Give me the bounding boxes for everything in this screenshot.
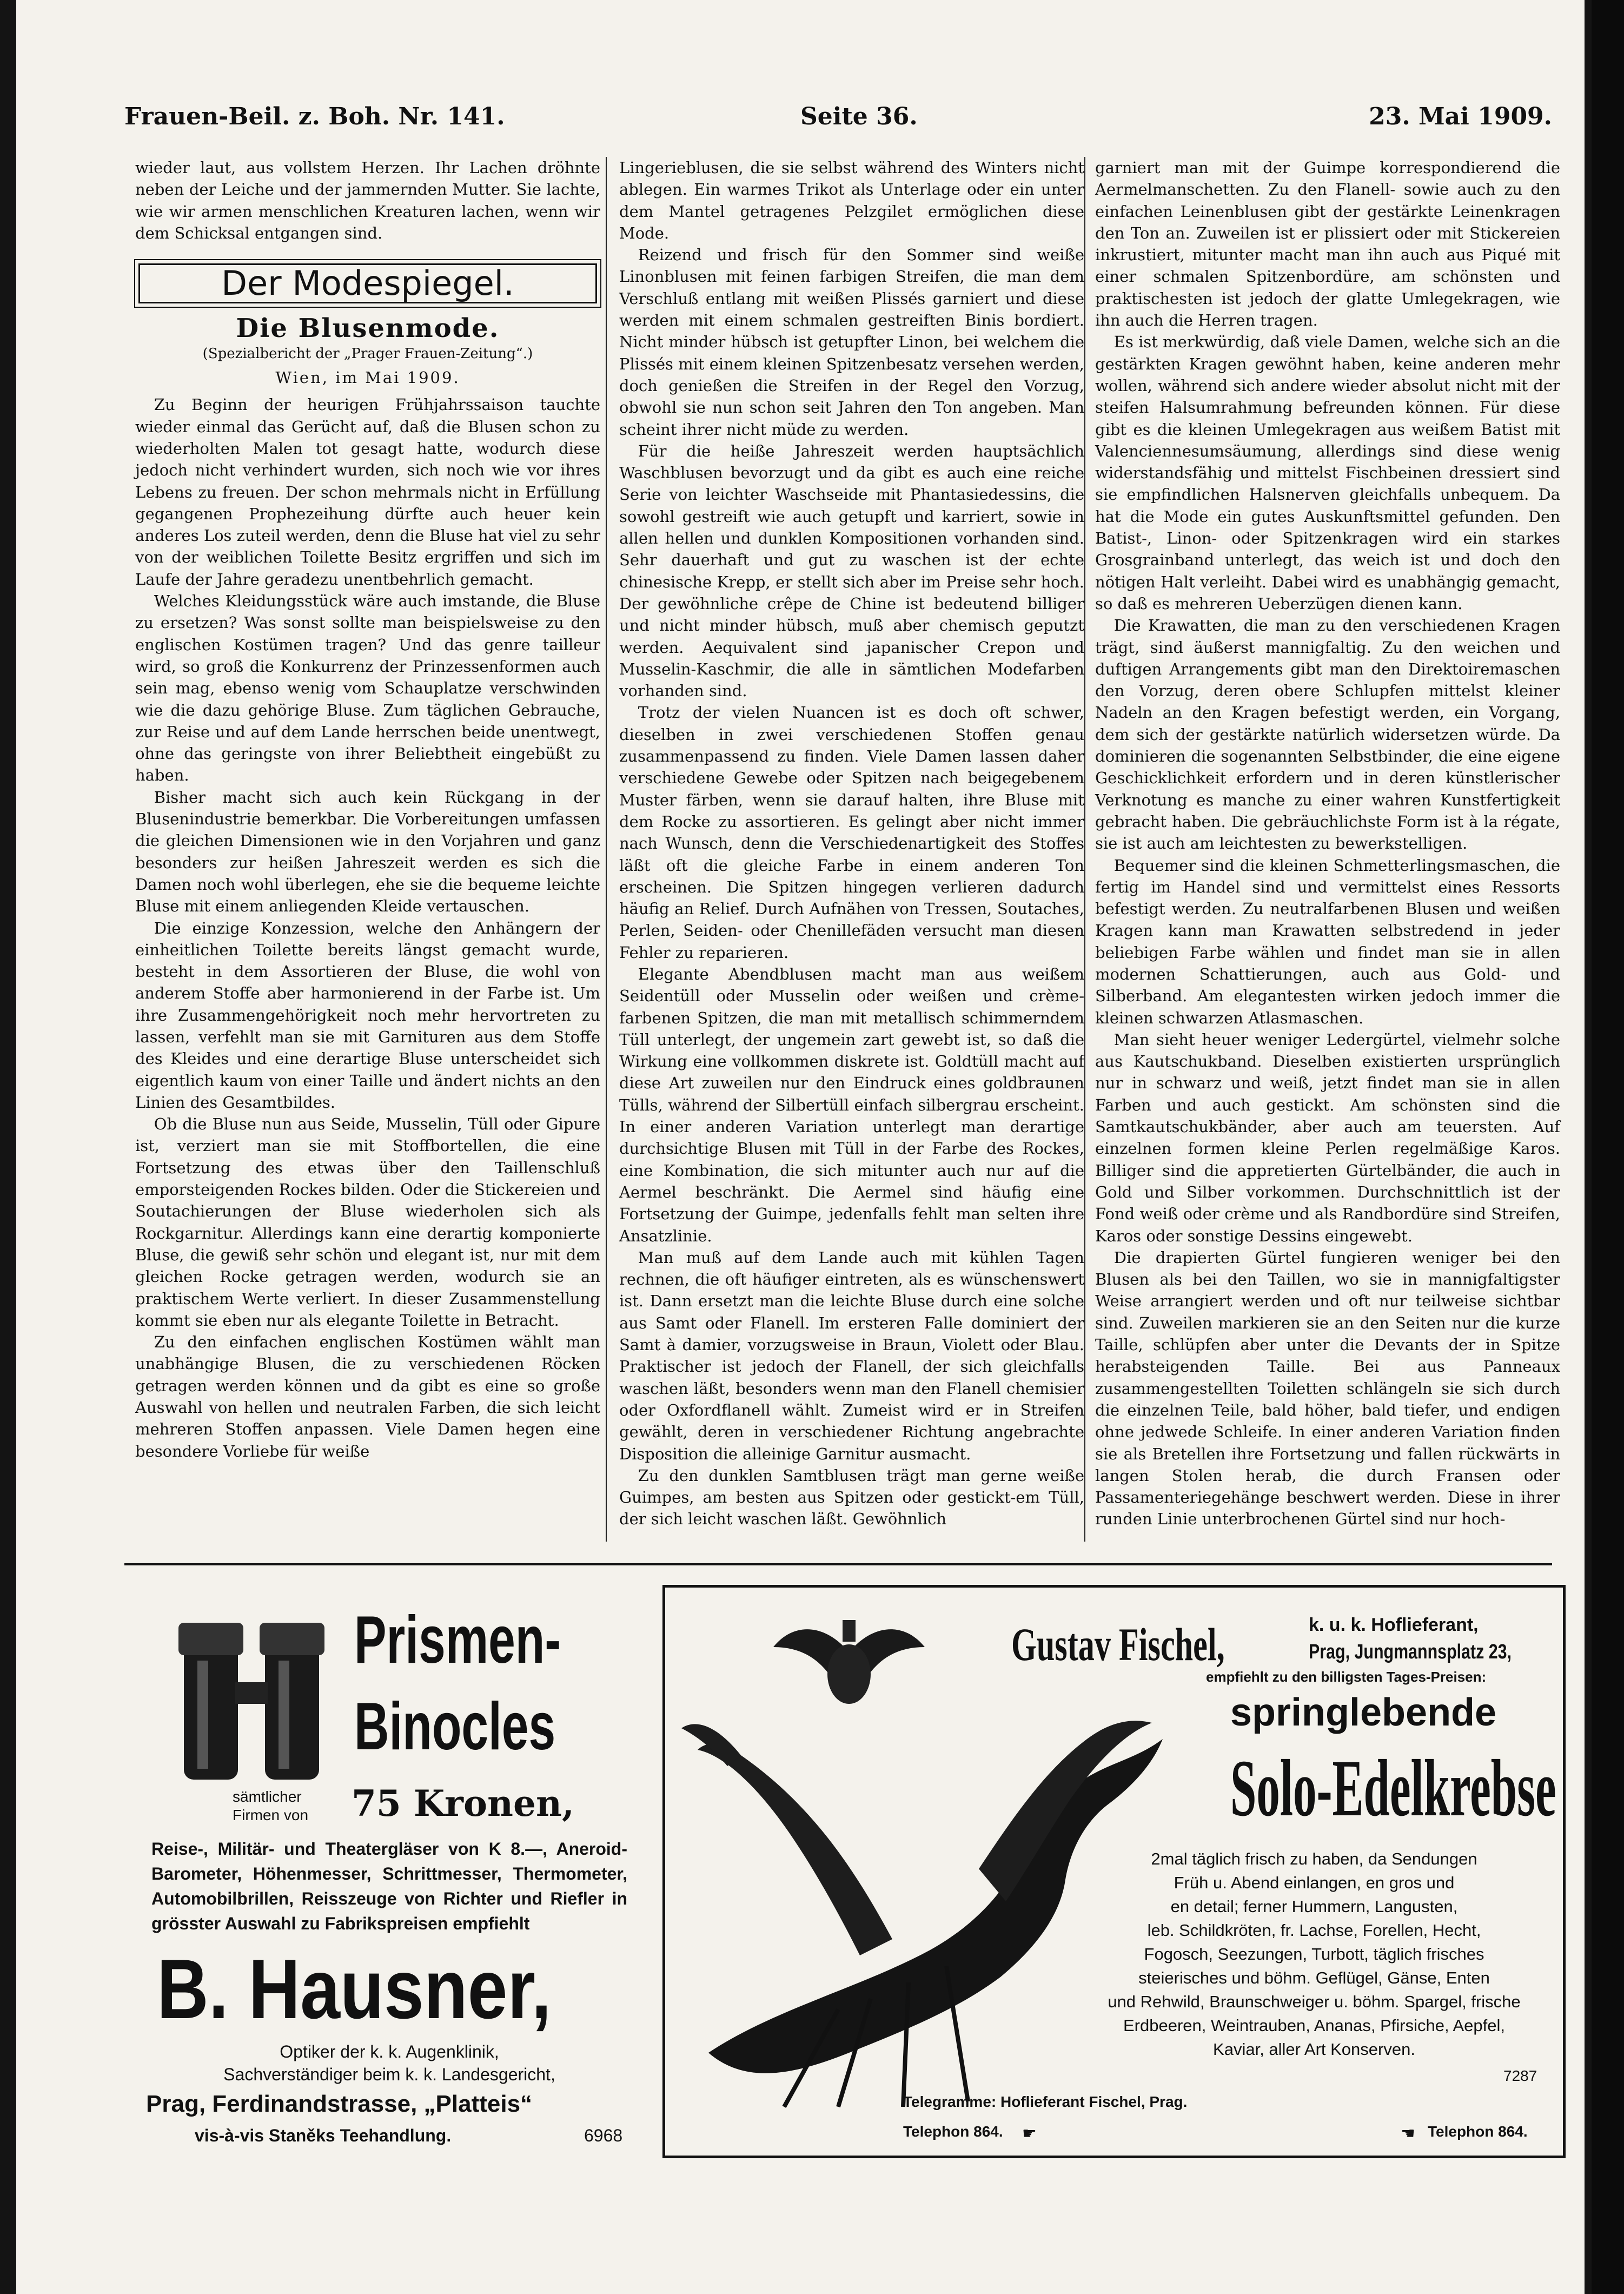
- ad-address: Prag, Jungmannsplatz 23,: [1309, 1641, 1512, 1663]
- ad-gustav-fischel: [662, 1585, 1566, 2158]
- page-header: [124, 103, 1552, 141]
- paragraph: Für die heiße Jahreszeit werden hauptsächlich Waschblusen bevorzugt und da gibt es auch eine reiche Serie von leichter Waschseide mit Phantasiedessins, die sowohl gestreift wie auch getupft und karriert, sowie in allen hellen und dunklen Kompositionen vorhanden sind. Sehr dauerhaft und gut zu waschen ist der echte chinesische Krepp, er stellt sich aber im Preise sehr hoch. Der gewöhnliche crêpe de Chine ist bedeutend billiger und nicht minder hübsch, muß aber chemisch geputzt werden. Aequivalent sind japanischer Crepon und Musselin-Kaschmir, die alle in sämtlichen Modefarben vorhanden sind.: [619, 441, 1084, 700]
- ad-body-text: [1092, 1847, 1536, 2061]
- ad-recommend: empfiehlt zu den billigsten Tages-Preisen:: [1206, 1669, 1487, 1685]
- header-center: Seite 36.: [800, 103, 918, 130]
- ad-text-line: Erdbeeren, Weintrauben, Ananas, Pfirsiche, Aepfel,: [1123, 2016, 1505, 2035]
- paragraph: garniert man mit der Guimpe korrespondierend die Aermelmanschetten. Zu den Flanell- sowie auch zu den einfachen Leinenblusen gibt der gestärkte Leinenkragen den Ton an. Zuweilen ist er plissiert oder mit Stickereien inkrustiert, mitunter macht man ihn auch aus Piqué mit einer schmalen Spitzenbordüre, am schönsten und praktischesten ist jedoch der glatte Umlegekragen, wie ihn auch die Herren tragen.: [1095, 158, 1560, 330]
- ad-text-line: 2mal täglich frisch zu haben, da Sendungen: [1151, 1849, 1477, 1868]
- paragraph: Zu Beginn der heurigen Frühjahrssaison tauchte wieder einmal das Gerücht auf, daß die Blusen schon zu wiederholten Malen tot gesagt hatte, wodurch diese jedoch nicht verhindert wurden, sich noch wie vor ihres Lebens zu freuen. Der schon mehrmals nicht in Erfüllung gegangenen Prophezeihung dürfte auch heuer kein anderes Los zuteil werden, denn die Bluse hat viel zu sehr von der weiblichen Toilette Besitz ergriffen und sich im Laufe der Jahre geradezu unentbehrlich gemacht.: [135, 395, 600, 589]
- paragraph: Elegante Abendblusen macht man aus weißem Seidentüll oder Musselin oder weißen und crème-farbenen Spitzen, die man mit metallisch schimmerndem Tüll unterlegt, der ungemein zart gewebt ist, so daß die Wirkung eine vollkommen diskrete ist. Goldtüll macht auf diese Art zuweilen nur den Eindruck eines goldbraunen Tülls, während der Silbertüll einfach silbergrau erscheint. In einer anderen Variation unterlegt man derartige durchsichtige Blusen mit Tüll in der Farbe des Rockes, eine Kombination, die sich mitunter auch nur auf die Aermel beschränkt. Die Aermel sind häufig eine Fortsetzung der Guimpe, jedenfalls fehlt man selten ihre Ansatzlinie.: [619, 964, 1084, 1245]
- ad-title-line1: Prismen-: [354, 1603, 561, 1677]
- paragraph: Die drapierten Gürtel fungieren weniger bei den Blusen als bei den Taillen, wo sie in mannigfaltigster Weise arrangiert werden und oft nur teilweise sichtbar sind. Zuweilen markieren sie an den Seiten nur die kurze Taille, schlüpfen aber unter die Devants der in Spitze herabsteigenden Taille. Bei aus Panneaux zusammengestellten Toiletten schlängeln sie sich durch die einzelnen Teile, bald höher, bald tiefer, und endigen ohne jedwede Schleife. In einer anderen Variation finden sie als Bretellen ihre Fortsetzung und fallen rückwärts in langen Stolen herab, die durch Fransen oder Passamenteriegehänge beschwert werden. Diese in ihrer runden Linie unterbrochenen Gürtel sind nur hoch-: [1095, 1248, 1560, 1529]
- article-dateline: Wien, im Mai 1909.: [275, 368, 460, 387]
- newspaper-page: [16, 0, 1585, 2294]
- ad-phone-right: Telephon 864.: [1428, 2123, 1528, 2140]
- article-subtitle: (Spezialbericht der „Prager Frauen-Zeitung“.): [202, 345, 533, 362]
- paragraph: Zu den einfachen englischen Kostümen wählt man unabhängige Blusen, die zu verschiedenen Röcken getragen werden können und da gibt es eine so große Auswahl von hellen und neutralen Farben, die sich leicht mehreren Stoffen anpassen. Viele Damen hegen eine besondere Vorliebe für weiße: [135, 1333, 600, 1460]
- column-3: [1095, 157, 1560, 1530]
- ad-telegram: Telegramme: Hoflieferant Fischel, Prag.: [903, 2093, 1188, 2110]
- paragraph: Trotz der vielen Nuancen ist es doch oft schwer, dieselben in zwei verschiedenen Stoffen genau zusammenpassend zu finden. Viele Damen lassen daher verschiedene Gewebe oder Spitzen nach beigegebenem Muster färben, wenn sie darauf halten, ihre Bluse mit dem Rocke zu assortieren. Es gelingt aber nicht immer nach Wunsch, denn die Verschiedenartigkeit des Stoffes läßt oft die gleiche Farbe in einem anderen Ton erscheinen. Die Spitzen hingegen verlieren dadurch häufig an Relief. Durch Aufnähen von Tressen, Soutaches, Perlen, Seiden- oder Chenillefäden versucht man diesen Fehler zu reparieren.: [619, 703, 1084, 962]
- paragraph: Man muß auf dem Lande auch mit kühlen Tagen rechnen, die oft häufiger eintreten, als es wünschenswert ist. Dann ersetzt man die leichte Bluse durch eine solche aus Samt oder Flanell. Im ersteren Falle dominiert der Samt à damier, vorzugsweise in Braun, Violett oder Blau. Praktischer ist jedoch der Flanell, der sich gleichfalls waschen läßt, besonders wenn man den Flanell chemisier oder Oxfordflanell wählt. Zumeist wird er in Streifen gewählt, deren in verschiedener Richtung angebrachte Disposition die alleinige Garnitur ausmacht.: [619, 1248, 1084, 1463]
- ad-text-line: und Rehwild, Braunschweiger u. böhm. Spargel, frische: [1108, 1992, 1521, 2011]
- column-1: [135, 157, 600, 1462]
- ad-address-2: vis-à-vis Staněks Teehandlung.: [195, 2126, 452, 2145]
- paragraph: Reizend und frisch für den Sommer sind weiße Linonblusen mit feinen farbigen Streifen, die man dem Verschluß entlang mit weißen Plissés garniert und diese werden mit einem schmalen gestreiften Binis bordiert. Nicht minder hübsch ist getupfter Linon, bei welchem die Plissés mit einem kleinen Spitzenbesatz versehen werden, doch genießen die Streifen in der Regel den Vorzug, obwohl sie nun schon seit Jahren den Ton angeben. Man scheint ihrer nicht müde zu werden.: [619, 246, 1084, 439]
- header-left: Frauen-Beil. z. Boh. Nr. 141.: [124, 103, 505, 130]
- paragraph: wieder laut, aus vollstem Herzen. Ihr Lachen dröhnte neben der Leiche und der jammernden Mutter. Sie lachte, wie wir armen menschlichen Kreaturen lachen, wenn wir dem Schicksal entgangen sind.: [135, 158, 600, 242]
- ad-price: 75 Kronen,: [352, 1782, 574, 1824]
- paragraph: Es ist merkwürdig, daß viele Damen, welche sich an die gestärkten Kragen gewöhnt haben, keine anderen mehr wollen, während sich andere wieder absolut nicht mit der steifen Halsumrahmung befreunden können. Für diese gibt es die kleinen Umlegekragen aus weißem Batist mit Valenciennesumsäumung, allerdings sind diese wenig widerstandsfähig und mittelst Fischbeinen dressiert sind sie empfindlichen Halsnerven gleichfalls unbequem. Da hat die Mode ein gutes Auskunftsmittel gefunden. Den Batist-, Linon- oder Spitzenkragen wird ein starkes Grosgrainband unterlegt, das weich ist und doch den nötigen Halt verleiht. Dabei wird es unabhängig gemacht, so daß es mehreren Ueberzügen dienen kann.: [1095, 333, 1560, 613]
- ad-text-line: Kaviar, aller Art Konserven.: [1213, 2040, 1415, 2059]
- paragraph: Zu den dunklen Samtblusen trägt man gerne weiße Guimpes, am besten aus Spitzen oder gestickt-em Tüll, der sich leicht waschen läßt. Gewöhnlich: [619, 1466, 1084, 1529]
- ad-address: Prag, Ferdinandstrasse, „Platteis“: [146, 2091, 533, 2117]
- ad-prismen-binocles: [146, 1590, 638, 2147]
- ad-number: 7287: [1503, 2067, 1537, 2084]
- ad-company-name: B. Hausner,: [157, 1942, 552, 2037]
- column-divider: [1084, 157, 1085, 1542]
- paragraph: Bequemer sind die kleinen Schmetterlingsmaschen, die fertig im Handel sind und vermittelst eines Ressorts befestigt werden. Zu neutralfarbenen Blusen und weißen Kragen kann man Krawatten selbstredend in jeder beliebigen Farbe wählen und findet man sie in allen modernen Schattierungen, auch aus Gold- und Silberband. Am elegantesten wirken jedoch immer die kleinen schwarzen Atlasmaschen.: [1095, 856, 1560, 1027]
- paragraph: Welches Kleidungsstück wäre auch imstande, die Bluse zu ersetzen? Was sonst sollte man beispielsweise zu den englischen Kostümen tragen? Und das genre tailleur wird, so groß die Konkurrenz der Prinzessenformen auch sein mag, ebenso wenig vom Schauplatze verschwinden wie die dazu gehörige Bluse. Zum täglichen Gebrauche, zur Reise und auf dem Lande herrschen beide unentwegt, ohne das geringste von ihrer Beliebtheit eingebüßt zu haben.: [135, 592, 600, 785]
- ad-text-line: leb. Schildkröten, fr. Lachse, Forellen, Hecht,: [1147, 1921, 1481, 1940]
- ad-title-line2: Binocles: [354, 1689, 556, 1764]
- ad-number: 6968: [584, 2126, 623, 2145]
- column-2: [619, 157, 1084, 1530]
- ad-desc-1: Optiker der k. k. Augenklinik,: [280, 2042, 499, 2061]
- ad-text-line: Früh u. Abend einlangen, en gros und: [1174, 1873, 1455, 1892]
- ad-headline-1: springlebende: [1230, 1691, 1497, 1734]
- ad-headline-2: Solo-Edelkrebse: [1230, 1743, 1556, 1833]
- column-divider: [606, 157, 607, 1542]
- ad-text-line: en detail; ferner Hummern, Langusten,: [1170, 1897, 1458, 1916]
- scan-edge: [1592, 0, 1624, 2294]
- paragraph: Ob die Bluse nun aus Seide, Musselin, Tüll oder Gipure ist, verziert man sie mit Stoffbortellen, die eine Fortsetzung des etwas über den Taillenschluß emporsteigenden Rockes bilden. Oder die Stickereien und Soutachierungen der Bluse wiederholen sich als Rockgarnitur. Allerdings kann eine derartig komponierte Bluse, die gewiß sehr schön und elegant ist, nur mit dem gleichen Rocke getragen werden, wodurch sie an praktischem Werte verliert. In dieser Zusammenstellung kommt sie eben nur als elegante Toilette in Betracht.: [135, 1115, 600, 1330]
- ad-separator-rule: [124, 1563, 1552, 1565]
- paragraph: Die Krawatten, die man zu den verschiedenen Kragen trägt, sind äußerst mannigfaltig. Zu den weichen und duftigen Arrangements gibt man den Direktoiremaschen den Vorzug, deren obere Schlupfen mittelst kleiner Nadeln an den Kragen befestigt werden, ein Vorgang, dem sich der gestärkte natürlich widersetzen würde. Da dominieren die sogenannten Selbstbinder, die eine eigene Geschicklichkeit erfordern und in deren künstlerischer Verknotung es manche zu einer wahren Kunstfertigkeit gebracht haben. Die gebräuchlichste Form ist à la régate, sie ist auch am leichtesten zu bewerkstelligen.: [1095, 616, 1560, 853]
- ad-company-name: Gustav Fischel,: [1011, 1618, 1225, 1670]
- ad-phone-left: Telephon 864.: [903, 2123, 1003, 2140]
- ad-desc-2: Sachverständiger beim k. k. Landesgericht,: [223, 2065, 555, 2084]
- ad-product-list: Reise-, Militär- und Theatergläser von K 8.—, Aneroid-Barometer, Höhenmesser, Schrittmesser, Thermometer, Automobilbrillen, Reisszeuge von Richter und Riefler in grösster Auswahl zu Fabrikspreisen empfiehlt: [151, 1839, 627, 1933]
- pointing-hand-icon: ☛: [1022, 2125, 1037, 2143]
- paragraph: Lingerieblusen, die sie selbst während des Winters nicht ablegen. Ein warmes Trikot als Unterlage oder ein unter dem Mantel getragenes Pelzgilet ermöglichen diese Mode.: [619, 158, 1084, 242]
- paragraph: Die einzige Konzession, welche den Anhängern der einheitlichen Toilette bereits längst gemacht wurde, besteht in dem Assortieren der Bluse, die wohl von anderem Stoffe aber harmonierend in der Farbe ist. Um ihre Zusammengehörigkeit noch mehr hervortreten zu lassen, verfehlt man sie mit Garnituren aus dem Stoffe des Kleides und eine derartige Bluse unterscheidet sich eigentlich kaum von einer Taille und ändert nichts an den Linien des Gesamtbildes.: [135, 918, 600, 1112]
- binoculars-icon: [168, 1617, 335, 1796]
- ad-text-line: Fogosch, Seezungen, Turbott, täglich frisches: [1144, 1945, 1484, 1964]
- section-box-modespiegel: Der Modespiegel.: [138, 263, 597, 303]
- ad-title: k. u. k. Hoflieferant,: [1309, 1615, 1479, 1635]
- ad-text-line: steierisches und böhm. Geflügel, Gänse, Enten: [1138, 1968, 1490, 1987]
- pointing-hand-icon: ☛: [1401, 2125, 1415, 2143]
- paragraph: Bisher macht sich auch kein Rückgang in der Blusenindustrie bemerkbar. Die Vorbereitungen umfassen die gleichen Dimensionen wie in den Vorjahren und ganz besonders zur heißen Jahreszeit werden es sich die Damen noch wohl überlegen, ehe sie die bequeme leichte Bluse mit einem anliegenden Kleide vertauschen.: [135, 788, 600, 916]
- header-right: 23. Mai 1909.: [1369, 103, 1552, 130]
- paragraph: Man sieht heuer weniger Ledergürtel, vielmehr solche aus Kautschukband. Dieselben existierten ursprünglich nur in schwarz und weiß, jetzt findet man sie in allen Farben und auch gestickt. Am schönsten sind die Samtkautschukbänder, aber auch am teuersten. Auf einzelnen formen kleine Perlen regelmäßige Karos. Billiger sind die appretierten Gürtelbänder, die auch in Gold und Silber vorkommen. Durchschnittlich ist der Fond weiß oder crème und als Randbordüre sind Streifen, Karos oder sonstige Dessins eingewebt.: [1095, 1030, 1560, 1245]
- ad-price-prefix: sämtlicher Firmen von: [233, 1788, 309, 1823]
- article-title: Die Blusenmode.: [236, 313, 500, 344]
